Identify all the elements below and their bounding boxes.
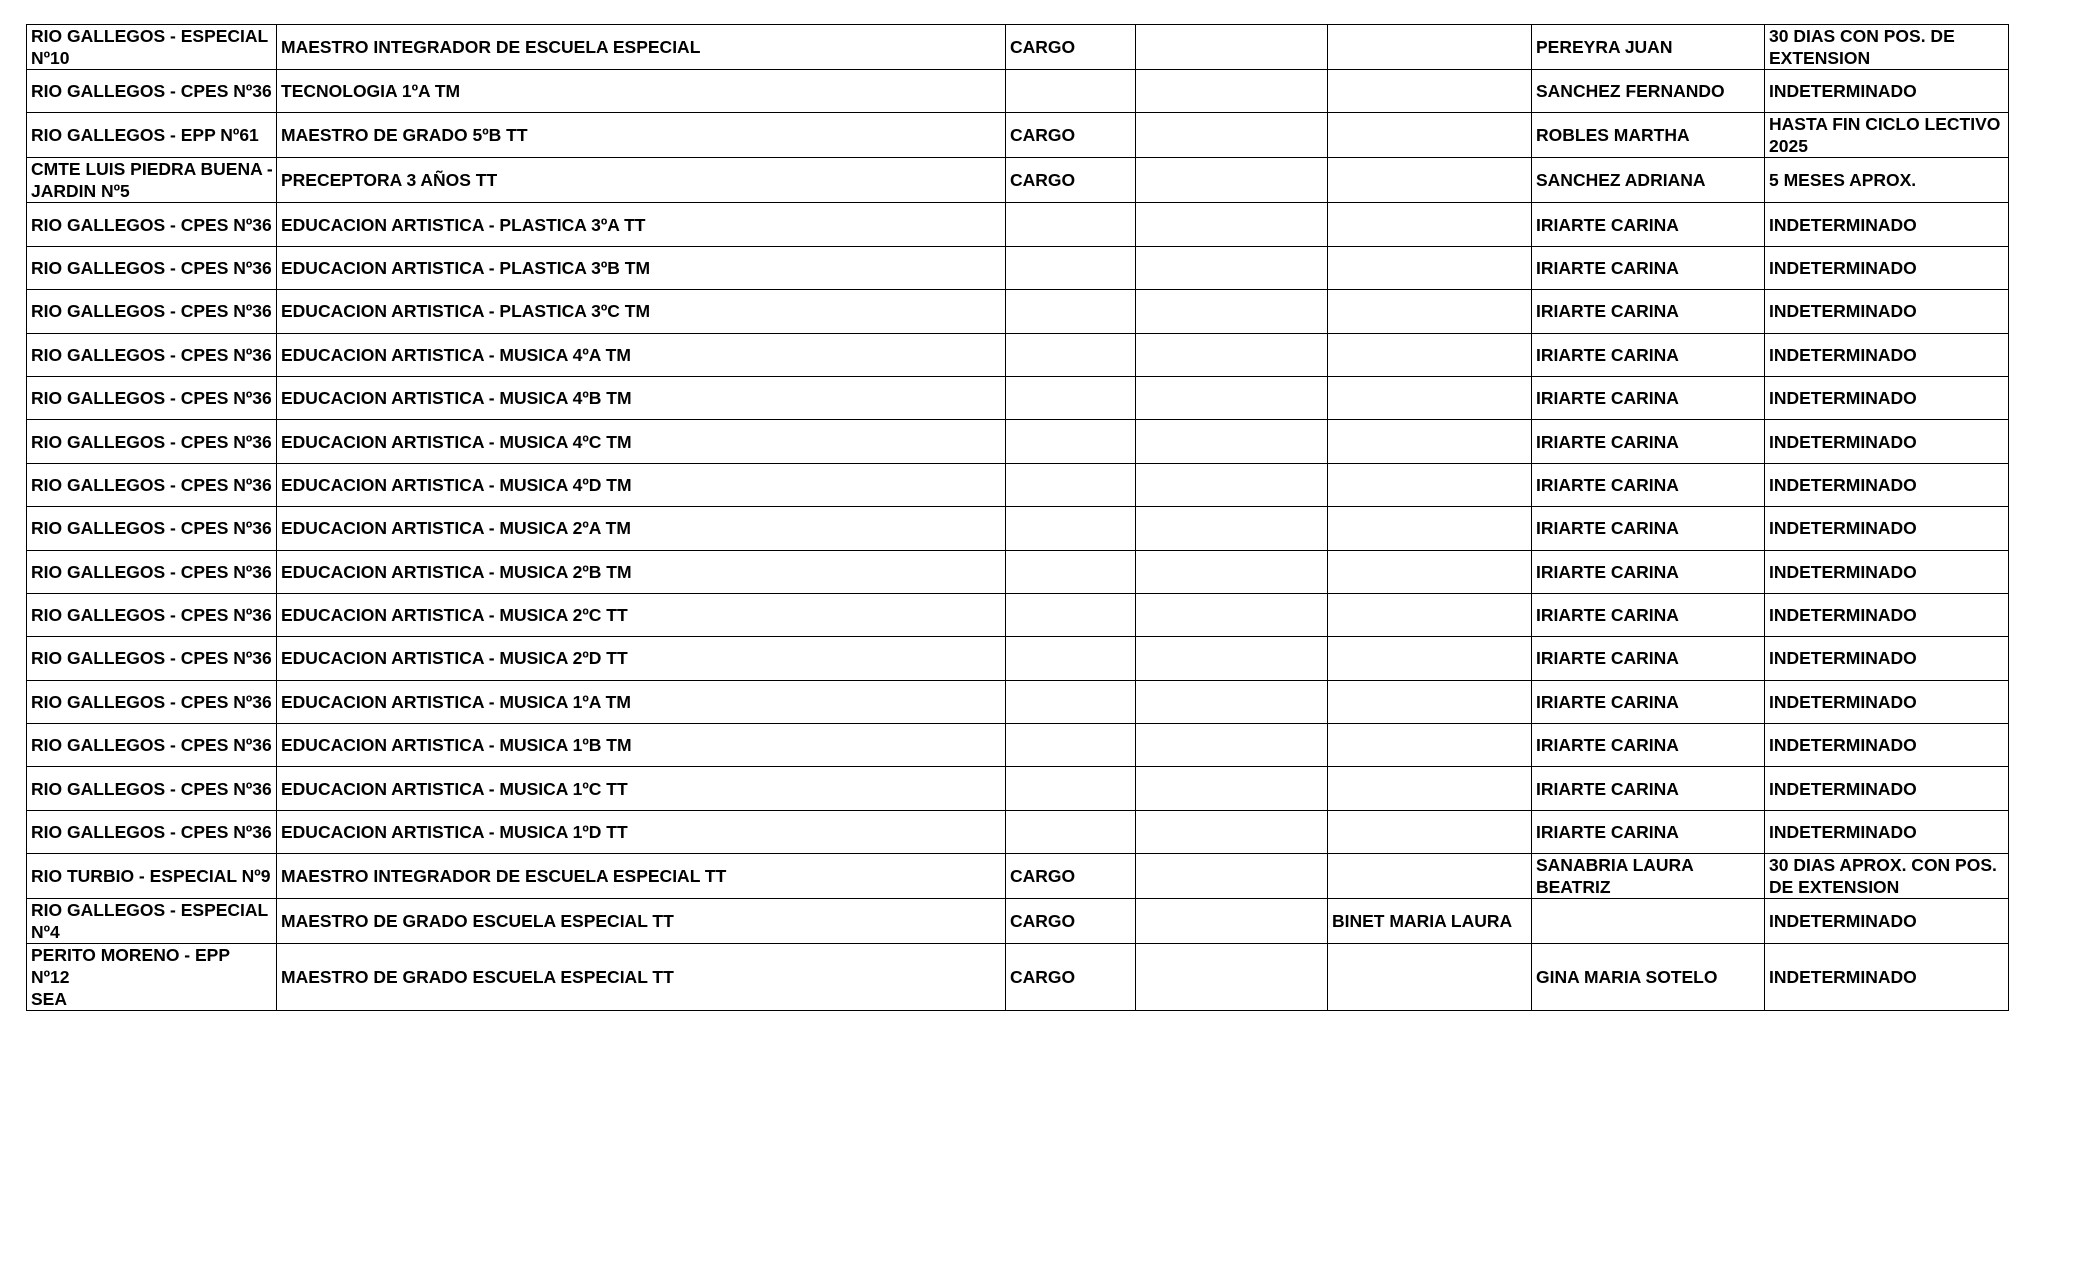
blank-cell [1136, 203, 1328, 246]
school-cell: CMTE LUIS PIEDRA BUENA - JARDIN Nº5 [27, 158, 277, 203]
holder-cell: IRIARTE CARINA [1532, 550, 1765, 593]
school-cell: RIO TURBIO - ESPECIAL Nº9 [27, 854, 277, 899]
duration-cell: 5 MESES APROX. [1765, 158, 2009, 203]
school-cell: RIO GALLEGOS - CPES Nº36 [27, 420, 277, 463]
duration-cell: INDETERMINADO [1765, 246, 2009, 289]
duration-cell: INDETERMINADO [1765, 290, 2009, 333]
blank-cell [1136, 854, 1328, 899]
blank-cell [1136, 70, 1328, 113]
substitute-cell [1328, 854, 1532, 899]
table-row [27, 550, 2009, 593]
type-cell [1006, 724, 1136, 767]
position-cell: MAESTRO DE GRADO ESCUELA ESPECIAL TT [277, 899, 1006, 944]
position-cell: EDUCACION ARTISTICA - MUSICA 2ºA TM [277, 507, 1006, 550]
blank-cell [1136, 944, 1328, 1011]
holder-cell: IRIARTE CARINA [1532, 593, 1765, 636]
position-cell: EDUCACION ARTISTICA - MUSICA 2ºD TT [277, 637, 1006, 680]
holder-cell: IRIARTE CARINA [1532, 767, 1765, 810]
type-cell: CARGO [1006, 854, 1136, 899]
duration-cell: INDETERMINADO [1765, 593, 2009, 636]
position-cell: EDUCACION ARTISTICA - MUSICA 4ºC TM [277, 420, 1006, 463]
holder-cell: IRIARTE CARINA [1532, 376, 1765, 419]
table-row [27, 680, 2009, 723]
school-cell: RIO GALLEGOS - CPES Nº36 [27, 463, 277, 506]
holder-cell [1532, 899, 1765, 944]
duration-cell: INDETERMINADO [1765, 507, 2009, 550]
type-cell [1006, 507, 1136, 550]
school-cell: RIO GALLEGOS - CPES Nº36 [27, 810, 277, 853]
holder-cell: IRIARTE CARINA [1532, 810, 1765, 853]
duration-cell: INDETERMINADO [1765, 70, 2009, 113]
holder-cell: SANABRIA LAURA BEATRIZ [1532, 854, 1765, 899]
holder-cell: IRIARTE CARINA [1532, 420, 1765, 463]
type-cell [1006, 593, 1136, 636]
position-cell: EDUCACION ARTISTICA - MUSICA 2ºB TM [277, 550, 1006, 593]
substitute-cell [1328, 724, 1532, 767]
holder-cell: IRIARTE CARINA [1532, 203, 1765, 246]
duration-cell: INDETERMINADO [1765, 637, 2009, 680]
duration-cell: INDETERMINADO [1765, 724, 2009, 767]
type-cell [1006, 376, 1136, 419]
school-cell: RIO GALLEGOS - CPES Nº36 [27, 680, 277, 723]
type-cell [1006, 420, 1136, 463]
blank-cell [1136, 550, 1328, 593]
substitute-cell [1328, 290, 1532, 333]
school-cell: RIO GALLEGOS - ESPECIAL Nº10 [27, 25, 277, 70]
duration-cell: INDETERMINADO [1765, 203, 2009, 246]
position-cell: EDUCACION ARTISTICA - MUSICA 2ºC TT [277, 593, 1006, 636]
position-cell: EDUCACION ARTISTICA - PLASTICA 3ºB TM [277, 246, 1006, 289]
school-cell: RIO GALLEGOS - CPES Nº36 [27, 724, 277, 767]
holder-cell: SANCHEZ ADRIANA [1532, 158, 1765, 203]
blank-cell [1136, 637, 1328, 680]
school-cell: RIO GALLEGOS - CPES Nº36 [27, 507, 277, 550]
holder-cell: IRIARTE CARINA [1532, 507, 1765, 550]
substitute-cell [1328, 158, 1532, 203]
type-cell: CARGO [1006, 25, 1136, 70]
blank-cell [1136, 246, 1328, 289]
blank-cell [1136, 25, 1328, 70]
school-cell: RIO GALLEGOS - CPES Nº36 [27, 333, 277, 376]
substitute-cell [1328, 463, 1532, 506]
school-cell: RIO GALLEGOS - CPES Nº36 [27, 290, 277, 333]
position-cell: EDUCACION ARTISTICA - MUSICA 4ºB TM [277, 376, 1006, 419]
blank-cell [1136, 767, 1328, 810]
blank-cell [1136, 507, 1328, 550]
table-row [27, 593, 2009, 636]
school-cell: RIO GALLEGOS - CPES Nº36 [27, 246, 277, 289]
type-cell [1006, 290, 1136, 333]
blank-cell [1136, 899, 1328, 944]
holder-cell: GINA MARIA SOTELO [1532, 944, 1765, 1011]
table-row [27, 810, 2009, 853]
vacancy-table [26, 24, 2009, 1011]
type-cell: CARGO [1006, 899, 1136, 944]
position-cell: PRECEPTORA 3 AÑOS TT [277, 158, 1006, 203]
position-cell: MAESTRO DE GRADO 5ºB TT [277, 113, 1006, 158]
holder-cell: IRIARTE CARINA [1532, 637, 1765, 680]
substitute-cell [1328, 333, 1532, 376]
table-row [27, 203, 2009, 246]
school-cell: RIO GALLEGOS - CPES Nº36 [27, 203, 277, 246]
blank-cell [1136, 463, 1328, 506]
substitute-cell [1328, 767, 1532, 810]
substitute-cell [1328, 420, 1532, 463]
duration-cell: INDETERMINADO [1765, 420, 2009, 463]
holder-cell: IRIARTE CARINA [1532, 290, 1765, 333]
type-cell [1006, 637, 1136, 680]
holder-cell: ROBLES MARTHA [1532, 113, 1765, 158]
school-cell: RIO GALLEGOS - EPP Nº61 [27, 113, 277, 158]
table-row [27, 637, 2009, 680]
table-row [27, 333, 2009, 376]
substitute-cell [1328, 113, 1532, 158]
type-cell [1006, 203, 1136, 246]
table-row [27, 70, 2009, 113]
duration-cell: INDETERMINADO [1765, 680, 2009, 723]
table-row [27, 463, 2009, 506]
blank-cell [1136, 420, 1328, 463]
duration-cell: INDETERMINADO [1765, 550, 2009, 593]
type-cell [1006, 333, 1136, 376]
type-cell [1006, 246, 1136, 289]
school-cell: RIO GALLEGOS - CPES Nº36 [27, 593, 277, 636]
duration-cell: INDETERMINADO [1765, 463, 2009, 506]
substitute-cell [1328, 70, 1532, 113]
table-row [27, 854, 2009, 899]
type-cell [1006, 767, 1136, 810]
duration-cell: INDETERMINADO [1765, 810, 2009, 853]
position-cell: EDUCACION ARTISTICA - MUSICA 1ºC TT [277, 767, 1006, 810]
duration-cell: INDETERMINADO [1765, 899, 2009, 944]
duration-cell: INDETERMINADO [1765, 944, 2009, 1011]
table-row [27, 420, 2009, 463]
duration-cell: INDETERMINADO [1765, 376, 2009, 419]
position-cell: MAESTRO INTEGRADOR DE ESCUELA ESPECIAL TT [277, 854, 1006, 899]
duration-cell: INDETERMINADO [1765, 767, 2009, 810]
type-cell: CARGO [1006, 113, 1136, 158]
table-row [27, 25, 2009, 70]
table-row [27, 944, 2009, 1011]
table-row [27, 376, 2009, 419]
table-row [27, 290, 2009, 333]
holder-cell: IRIARTE CARINA [1532, 724, 1765, 767]
type-cell [1006, 463, 1136, 506]
substitute-cell [1328, 376, 1532, 419]
holder-cell: IRIARTE CARINA [1532, 333, 1765, 376]
blank-cell [1136, 680, 1328, 723]
substitute-cell [1328, 810, 1532, 853]
position-cell: EDUCACION ARTISTICA - PLASTICA 3ºA TT [277, 203, 1006, 246]
table-row [27, 158, 2009, 203]
substitute-cell [1328, 944, 1532, 1011]
table-row [27, 899, 2009, 944]
substitute-cell [1328, 246, 1532, 289]
position-cell: EDUCACION ARTISTICA - PLASTICA 3ºC TM [277, 290, 1006, 333]
blank-cell [1136, 290, 1328, 333]
blank-cell [1136, 810, 1328, 853]
substitute-cell [1328, 203, 1532, 246]
holder-cell: IRIARTE CARINA [1532, 463, 1765, 506]
table-row [27, 767, 2009, 810]
position-cell: TECNOLOGIA 1ºA TM [277, 70, 1006, 113]
duration-cell: HASTA FIN CICLO LECTIVO 2025 [1765, 113, 2009, 158]
school-cell: RIO GALLEGOS - CPES Nº36 [27, 376, 277, 419]
substitute-cell [1328, 507, 1532, 550]
type-cell: CARGO [1006, 158, 1136, 203]
substitute-cell [1328, 593, 1532, 636]
position-cell: EDUCACION ARTISTICA - MUSICA 4ºD TM [277, 463, 1006, 506]
table-row [27, 246, 2009, 289]
blank-cell [1136, 593, 1328, 636]
school-cell: PERITO MORENO - EPP Nº12 SEA [27, 944, 277, 1011]
type-cell: CARGO [1006, 944, 1136, 1011]
position-cell: MAESTRO INTEGRADOR DE ESCUELA ESPECIAL [277, 25, 1006, 70]
type-cell [1006, 680, 1136, 723]
blank-cell [1136, 113, 1328, 158]
table-row [27, 724, 2009, 767]
blank-cell [1136, 376, 1328, 419]
position-cell: EDUCACION ARTISTICA - MUSICA 1ºA TM [277, 680, 1006, 723]
type-cell [1006, 550, 1136, 593]
type-cell [1006, 810, 1136, 853]
substitute-cell: BINET MARIA LAURA [1328, 899, 1532, 944]
duration-cell: 30 DIAS CON POS. DE EXTENSION [1765, 25, 2009, 70]
duration-cell: 30 DIAS APROX. CON POS. DE EXTENSION [1765, 854, 2009, 899]
school-cell: RIO GALLEGOS - CPES Nº36 [27, 767, 277, 810]
blank-cell [1136, 724, 1328, 767]
school-cell: RIO GALLEGOS - CPES Nº36 [27, 70, 277, 113]
substitute-cell [1328, 637, 1532, 680]
position-cell: EDUCACION ARTISTICA - MUSICA 4ºA TM [277, 333, 1006, 376]
table-row [27, 507, 2009, 550]
table-body [27, 25, 2009, 1011]
school-cell: RIO GALLEGOS - CPES Nº36 [27, 550, 277, 593]
position-cell: EDUCACION ARTISTICA - MUSICA 1ºD TT [277, 810, 1006, 853]
school-cell: RIO GALLEGOS - ESPECIAL Nº4 [27, 899, 277, 944]
duration-cell: INDETERMINADO [1765, 333, 2009, 376]
blank-cell [1136, 333, 1328, 376]
holder-cell: IRIARTE CARINA [1532, 246, 1765, 289]
position-cell: EDUCACION ARTISTICA - MUSICA 1ºB TM [277, 724, 1006, 767]
substitute-cell [1328, 680, 1532, 723]
holder-cell: IRIARTE CARINA [1532, 680, 1765, 723]
school-cell: RIO GALLEGOS - CPES Nº36 [27, 637, 277, 680]
holder-cell: SANCHEZ FERNANDO [1532, 70, 1765, 113]
table-row [27, 113, 2009, 158]
substitute-cell [1328, 550, 1532, 593]
substitute-cell [1328, 25, 1532, 70]
position-cell: MAESTRO DE GRADO ESCUELA ESPECIAL TT [277, 944, 1006, 1011]
holder-cell: PEREYRA JUAN [1532, 25, 1765, 70]
type-cell [1006, 70, 1136, 113]
blank-cell [1136, 158, 1328, 203]
